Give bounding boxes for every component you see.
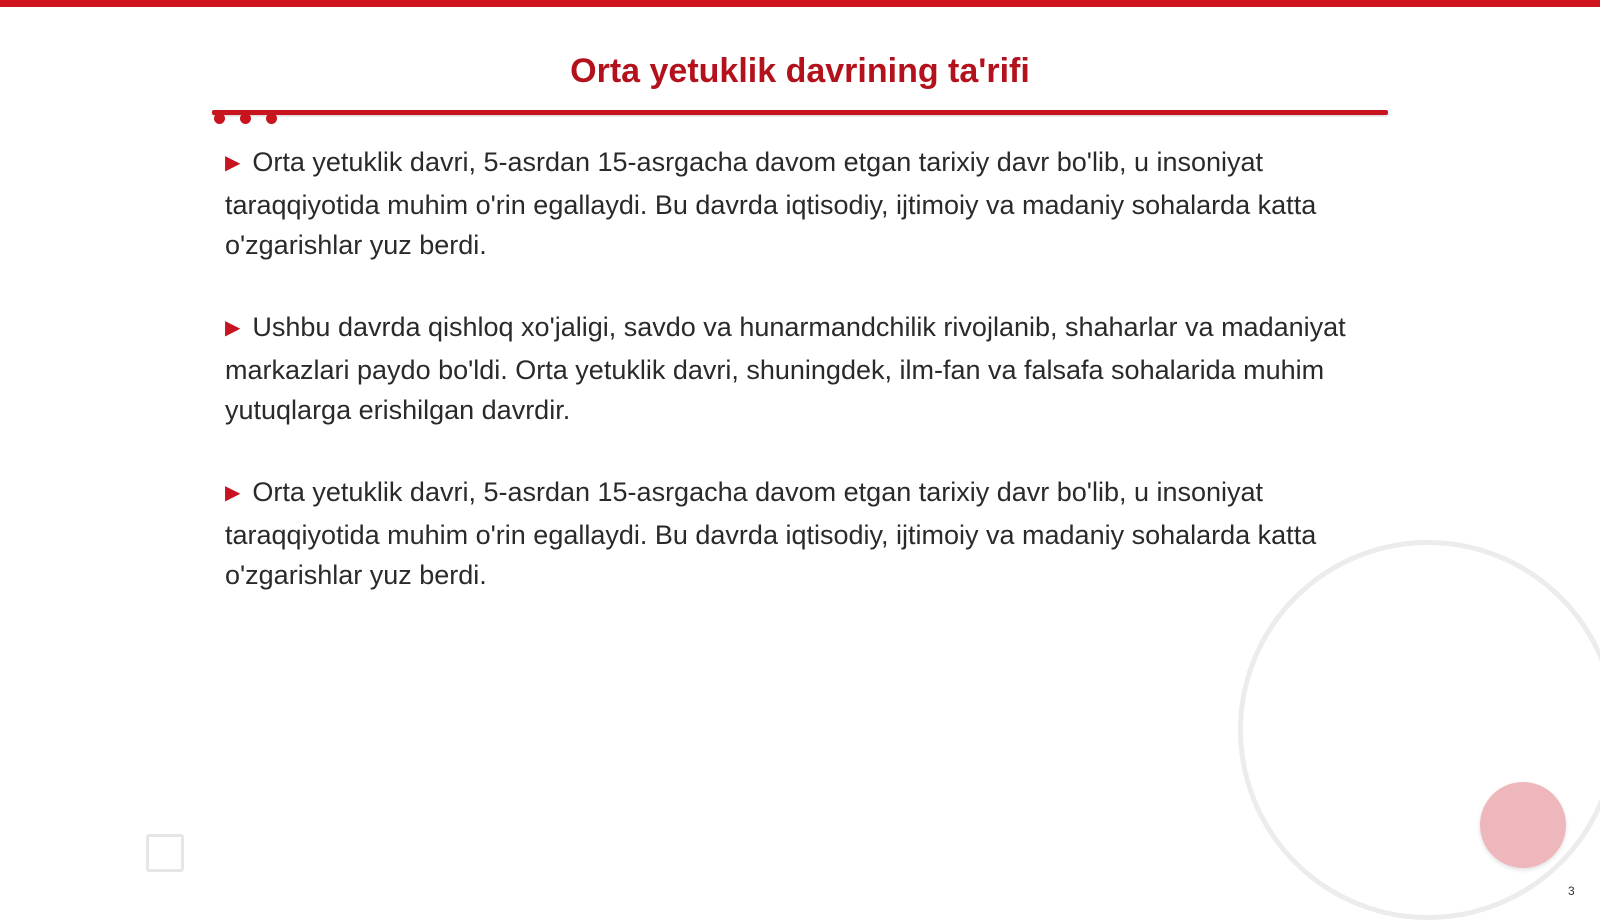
decor-dot: [266, 113, 277, 124]
title-underline: [212, 110, 1388, 115]
decor-dot: [214, 113, 225, 124]
decor-ring: [1238, 540, 1600, 920]
bullet-list: [225, 142, 1385, 637]
triangle-right-icon: ▶: [225, 317, 241, 339]
decor-circle: [1480, 782, 1566, 868]
top-accent-bar: [0, 0, 1600, 7]
bullet-text: Orta yetuklik davri, 5-asrdan 15-asrgacha davom etgan tarixiy davr bo'lib, u insoniyat taraqqiyotida muhim o'rin egallaydi. Bu davrda iqtisodiy, ijtimoiy va madaniy sohalarda katta o'zgarishlar yuz berdi.: [225, 477, 1317, 590]
bullet-item: [225, 307, 1385, 430]
triangle-right-icon: ▶: [225, 482, 241, 504]
decor-dot: [240, 113, 251, 124]
bullet-item: [225, 472, 1385, 595]
decor-square: [146, 834, 184, 872]
bullet-item: [225, 142, 1385, 265]
triangle-right-icon: ▶: [225, 152, 241, 174]
page-number: 3: [1568, 884, 1575, 898]
slide-title: Orta yetuklik davrining ta'rifi: [570, 52, 1030, 90]
bullet-text: Orta yetuklik davri, 5-asrdan 15-asrgacha davom etgan tarixiy davr bo'lib, u insoniyat taraqqiyotida muhim o'rin egallaydi. Bu davrda iqtisodiy, ijtimoiy va madaniy sohalarda katta o'zgarishlar yuz berdi.: [225, 147, 1317, 260]
bullet-text: Ushbu davrda qishloq xo'jaligi, savdo va hunarmandchilik rivojlanib, shaharlar va madaniyat markazlari paydo bo'ldi. Orta yetuklik davri, shuningdek, ilm-fan va falsafa sohalarida muhim yutuqlarga erishilgan davrdir.: [225, 312, 1346, 425]
